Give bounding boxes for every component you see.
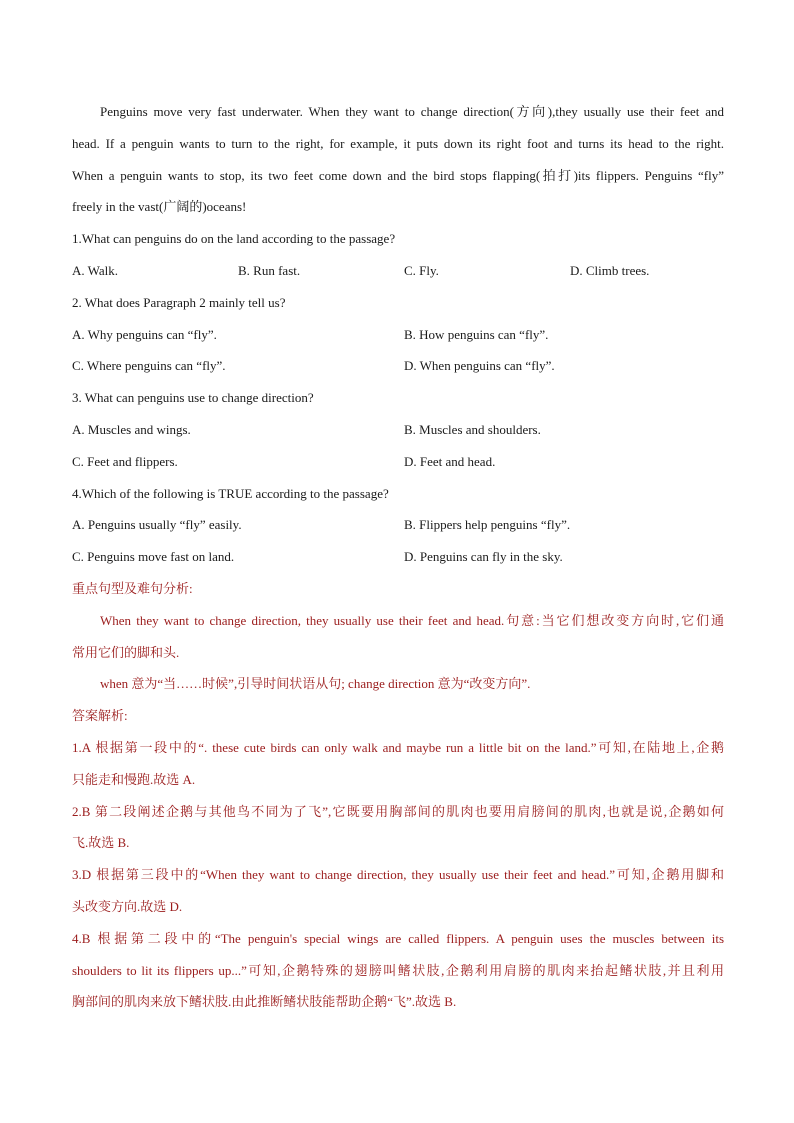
option-a: A. Why penguins can “fly”. (72, 326, 217, 342)
option-c: C. Feet and flippers. (72, 453, 178, 469)
reading-passage (72, 96, 724, 223)
passage-line: head. If a penguin wants to turn to the right, for example, it puts down its right foot and turns its head to the right. (72, 135, 724, 151)
option-b: B. Run fast. (238, 262, 301, 278)
question-stem: 3. What can penguins use to change direction? (72, 390, 314, 406)
options-row (72, 414, 724, 446)
option-c: C. Fly. (404, 262, 439, 278)
options-row (72, 446, 724, 478)
answer-line: 只能走和慢跑.故选 A. (72, 771, 196, 787)
option-b: B. How penguins can “fly”. (404, 326, 549, 342)
answer-line: 胸部间的肌肉来放下鳍状肢.由此推断鳍状肢能帮助企鹅“飞”.故选 B. (72, 994, 457, 1010)
options-row (72, 350, 724, 382)
option-d: D. Feet and head. (404, 453, 496, 469)
analysis-line: when 意为“当……时候”,引导时间状语从句; change direction 意为“改变方向”. (100, 676, 531, 692)
option-c: C. Penguins move fast on land. (72, 549, 235, 565)
passage-line: Penguins move very fast underwater. When they want to change direction(方向),they usually use their feet and (100, 104, 724, 119)
options-row (72, 509, 724, 541)
options-row (72, 319, 724, 351)
options-row (72, 255, 724, 287)
answer-line: shoulders to lit its flippers up...”可知,企鹅特殊的翅膀叫鳍状肢,企鹅利用肩膀的肌肉来抬起鳍状肢,并且利用 (72, 962, 724, 978)
answer-line: 3.D 根据第三段中的“When they want to change direction, they usually use their feet and head.”可知,企鹅用脚和 (72, 867, 724, 883)
question-stem: 1.What can penguins do on the land according to the passage? (72, 231, 396, 247)
section-heading: 重点句型及难句分析: (72, 580, 193, 596)
passage-line: freely in the vast(广阔的)oceans! (72, 199, 247, 215)
option-a: A. Muscles and wings. (72, 421, 191, 437)
question-stem: 4.Which of the following is TRUE according to the passage? (72, 485, 389, 501)
option-a: A. Penguins usually “fly” easily. (72, 517, 242, 533)
option-b: B. Muscles and shoulders. (404, 421, 541, 437)
answer-line: 头改变方向.故选 D. (72, 898, 183, 914)
question-stem: 2. What does Paragraph 2 mainly tell us? (72, 294, 286, 310)
question-1 (72, 223, 724, 287)
option-d: D. Penguins can fly in the sky. (404, 549, 563, 565)
option-b: B. Flippers help penguins “fly”. (404, 517, 571, 533)
answer-line: 飞.故选 B. (72, 835, 130, 851)
answer-line: 2.B 第二段阐述企鹅与其他鸟不同为了飞”,它既要用胸部间的肌肉也要用肩膀间的肌肉,也就是说,企鹅如何 (72, 803, 724, 819)
analysis-line: When they want to change direction, they usually use their feet and head.句意:当它们想改变方向时,它们通 (100, 612, 724, 628)
answer-explanations (72, 700, 724, 1018)
option-c: C. Where penguins can “fly”. (72, 358, 226, 374)
option-d: D. When penguins can “fly”. (404, 358, 555, 374)
question-4 (72, 478, 724, 573)
analysis-line: 常用它们的脚和头. (72, 644, 180, 660)
option-d: D. Climb trees. (570, 262, 650, 278)
sentence-analysis (72, 573, 724, 700)
document-page (72, 96, 724, 1018)
section-heading: 答案解析: (72, 708, 128, 724)
passage-line: When a penguin wants to stop, its two feet come down and the bird stops flapping(拍打)its flippers. Penguins “fly” (72, 167, 724, 183)
question-3 (72, 382, 724, 477)
answer-line: 1.A 根据第一段中的“. these cute birds can only walk and maybe run a little bit on the land.”可知,在陆地上,企鹅 (72, 739, 724, 755)
answer-line: 4.B 根据第二段中的“The penguin's special wings are called flippers. A penguin uses the muscles between its (72, 930, 724, 946)
options-row (72, 541, 724, 573)
question-2 (72, 287, 724, 382)
option-a: A. Walk. (72, 262, 119, 278)
